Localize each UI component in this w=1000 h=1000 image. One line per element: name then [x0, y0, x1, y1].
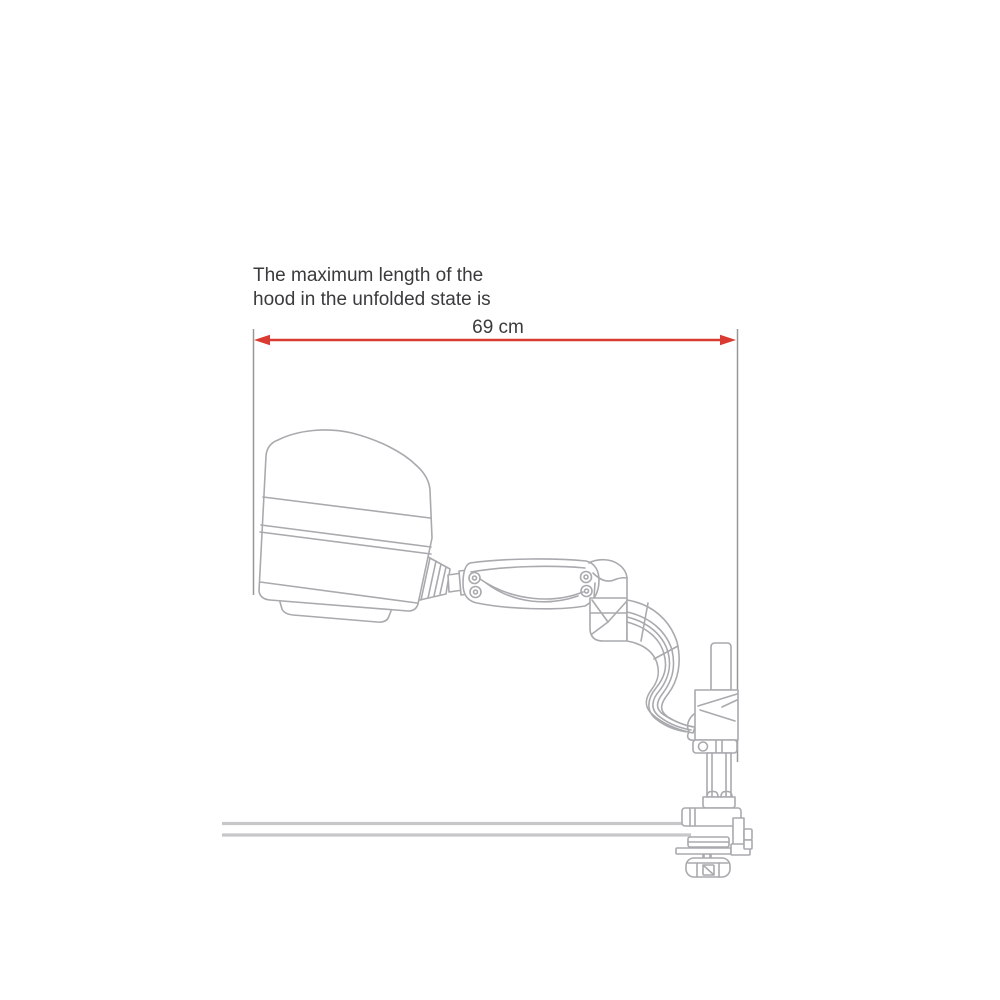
- clamp-bracket-tab: [744, 829, 752, 840]
- clamp-post: [703, 753, 735, 808]
- dimension-label: 69 cm: [472, 317, 524, 338]
- annotation-text: [253, 264, 491, 311]
- annotation-line-1: The maximum length of the: [253, 265, 484, 286]
- arrowhead-right-icon: [720, 335, 736, 345]
- arrowhead-left-icon: [254, 335, 270, 345]
- hood: [259, 430, 432, 622]
- mounting-collar: [693, 740, 737, 753]
- arm-capsule: [463, 559, 599, 609]
- table-surface: [222, 824, 691, 836]
- hood-outline: [259, 430, 432, 611]
- post-base: [703, 797, 735, 808]
- clamp-knob: [686, 858, 730, 877]
- curved-arm: [627, 600, 706, 740]
- riser-post: [711, 643, 731, 690]
- mount-block: [695, 690, 738, 740]
- clamp-body: [682, 808, 741, 826]
- clamp-washer: [676, 848, 731, 854]
- annotation-line-2: hood in the unfolded state is: [253, 288, 491, 310]
- desk-clamp: [676, 808, 752, 877]
